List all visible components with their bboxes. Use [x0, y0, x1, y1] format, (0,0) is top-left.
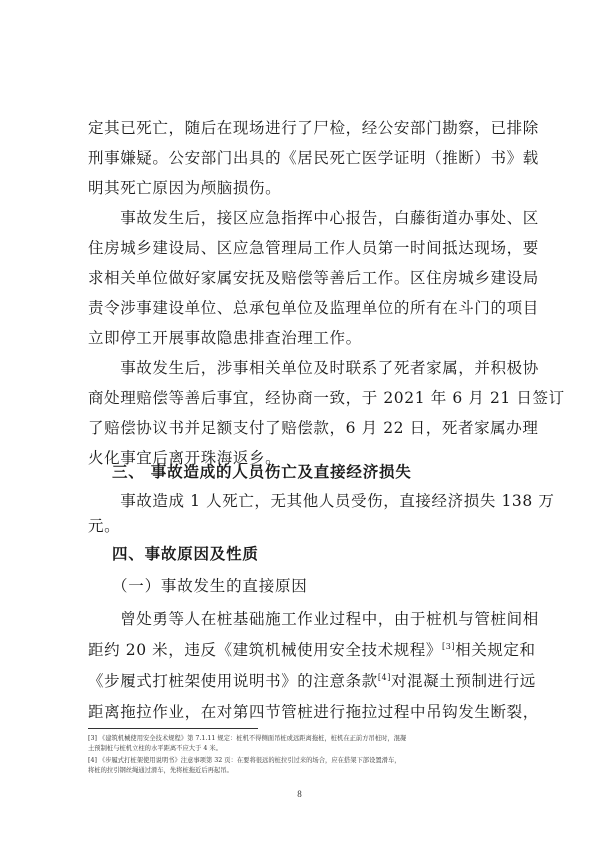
paragraph-line: 事故造成 1 人死亡，无其他人员受伤，直接经济损失 138 万: [88, 492, 555, 510]
page-number: 8: [297, 789, 302, 799]
footnote: [3] 《建筑机械使用安全技术规程》第 7.1.11 规定：桩机不得侧面吊桩或远距离拖桩，桩机在正前方吊桩时，混凝: [88, 735, 407, 742]
paragraph-line: 求相关单位做好家属安抚及赔偿等善后工作。区住房城乡建设局: [88, 269, 539, 287]
paragraph-line: [88, 702, 539, 722]
paragraph-line: 刑事嫌疑。公安部门出具的《居民死亡医学证明（推断）书》载: [88, 149, 539, 167]
footnote: 将桩的拉引钢丝绳通过滑车，先将桩拖近后再起吊。: [88, 767, 233, 774]
paragraph-line: 商处理赔偿等善后事宜，经协商一致，于 2021 年 6 月 21 日签订: [88, 389, 565, 407]
footnote: 土预制桩与桩机立柱的水平距离不应大于 4 米。: [88, 745, 222, 752]
paragraph-line: 事故发生后，接区应急指挥中心报告，白藤街道办事处、区: [88, 209, 539, 227]
paragraph-line: [88, 640, 536, 660]
section-heading: 三、 事故造成的人员伤亡及直接经济损失: [112, 463, 412, 481]
paragraph-line: 立即停工开展事故隐患排查治理工作。: [88, 329, 362, 347]
paragraph-line: 曾处勇等人在桩基础施工作业过程中，由于桩机与管桩间相: [88, 610, 539, 628]
paragraph-line: [88, 671, 536, 691]
footnote-divider: [88, 728, 258, 729]
footnote-reference[interactable]: [4]: [377, 672, 391, 682]
section-heading: 四、事故原因及性质: [112, 545, 259, 563]
paragraph-text: 《步履式打桩架使用说明书》的注意条款: [88, 672, 378, 690]
subsection-heading: （一）事故发生的直接原因: [112, 577, 308, 595]
paragraph-line: 定其已死亡，随后在现场进行了尸检，经公安部门勘察，已排除: [88, 119, 539, 137]
paragraph-line: 住房城乡建设局、区应急管理局工作人员第一时间抵达现场，要: [88, 239, 539, 257]
paragraph-line: 火化事宜后离开珠海返乡。: [88, 449, 282, 467]
paragraph-line: 明其死亡原因为颅脑损伤。: [88, 179, 282, 197]
paragraph-text: 相关规定和: [455, 641, 536, 659]
paragraph-line: 元。: [88, 517, 121, 535]
footnote-reference[interactable]: [3]: [441, 641, 456, 651]
paragraph-text: 距约 20 米，违反《建筑机械使用安全技术规程》: [88, 641, 442, 659]
paragraph-line: 了赔偿协议书并足额支付了赔偿款，6 月 22 日，死者家属办理: [88, 419, 539, 437]
paragraph-text: 距离拖拉作业，在对第四节管桩进行拖拉过程中吊钩发生断裂，: [88, 703, 539, 721]
footnote: [4] 《步履式打桩架使用说明书》注意事项第 32 页：在要将很远的桩拉引过来的场合，应在搭架下部设置滑车，: [88, 757, 401, 764]
paragraph-line: 责令涉事建设单位、总承包单位及监理单位的所有在斗门的项目: [88, 299, 539, 317]
paragraph-line: 事故发生后，涉事相关单位及时联系了死者家属，并积极协: [88, 359, 539, 377]
paragraph-text: 对混凝土预制进行远: [390, 672, 536, 690]
